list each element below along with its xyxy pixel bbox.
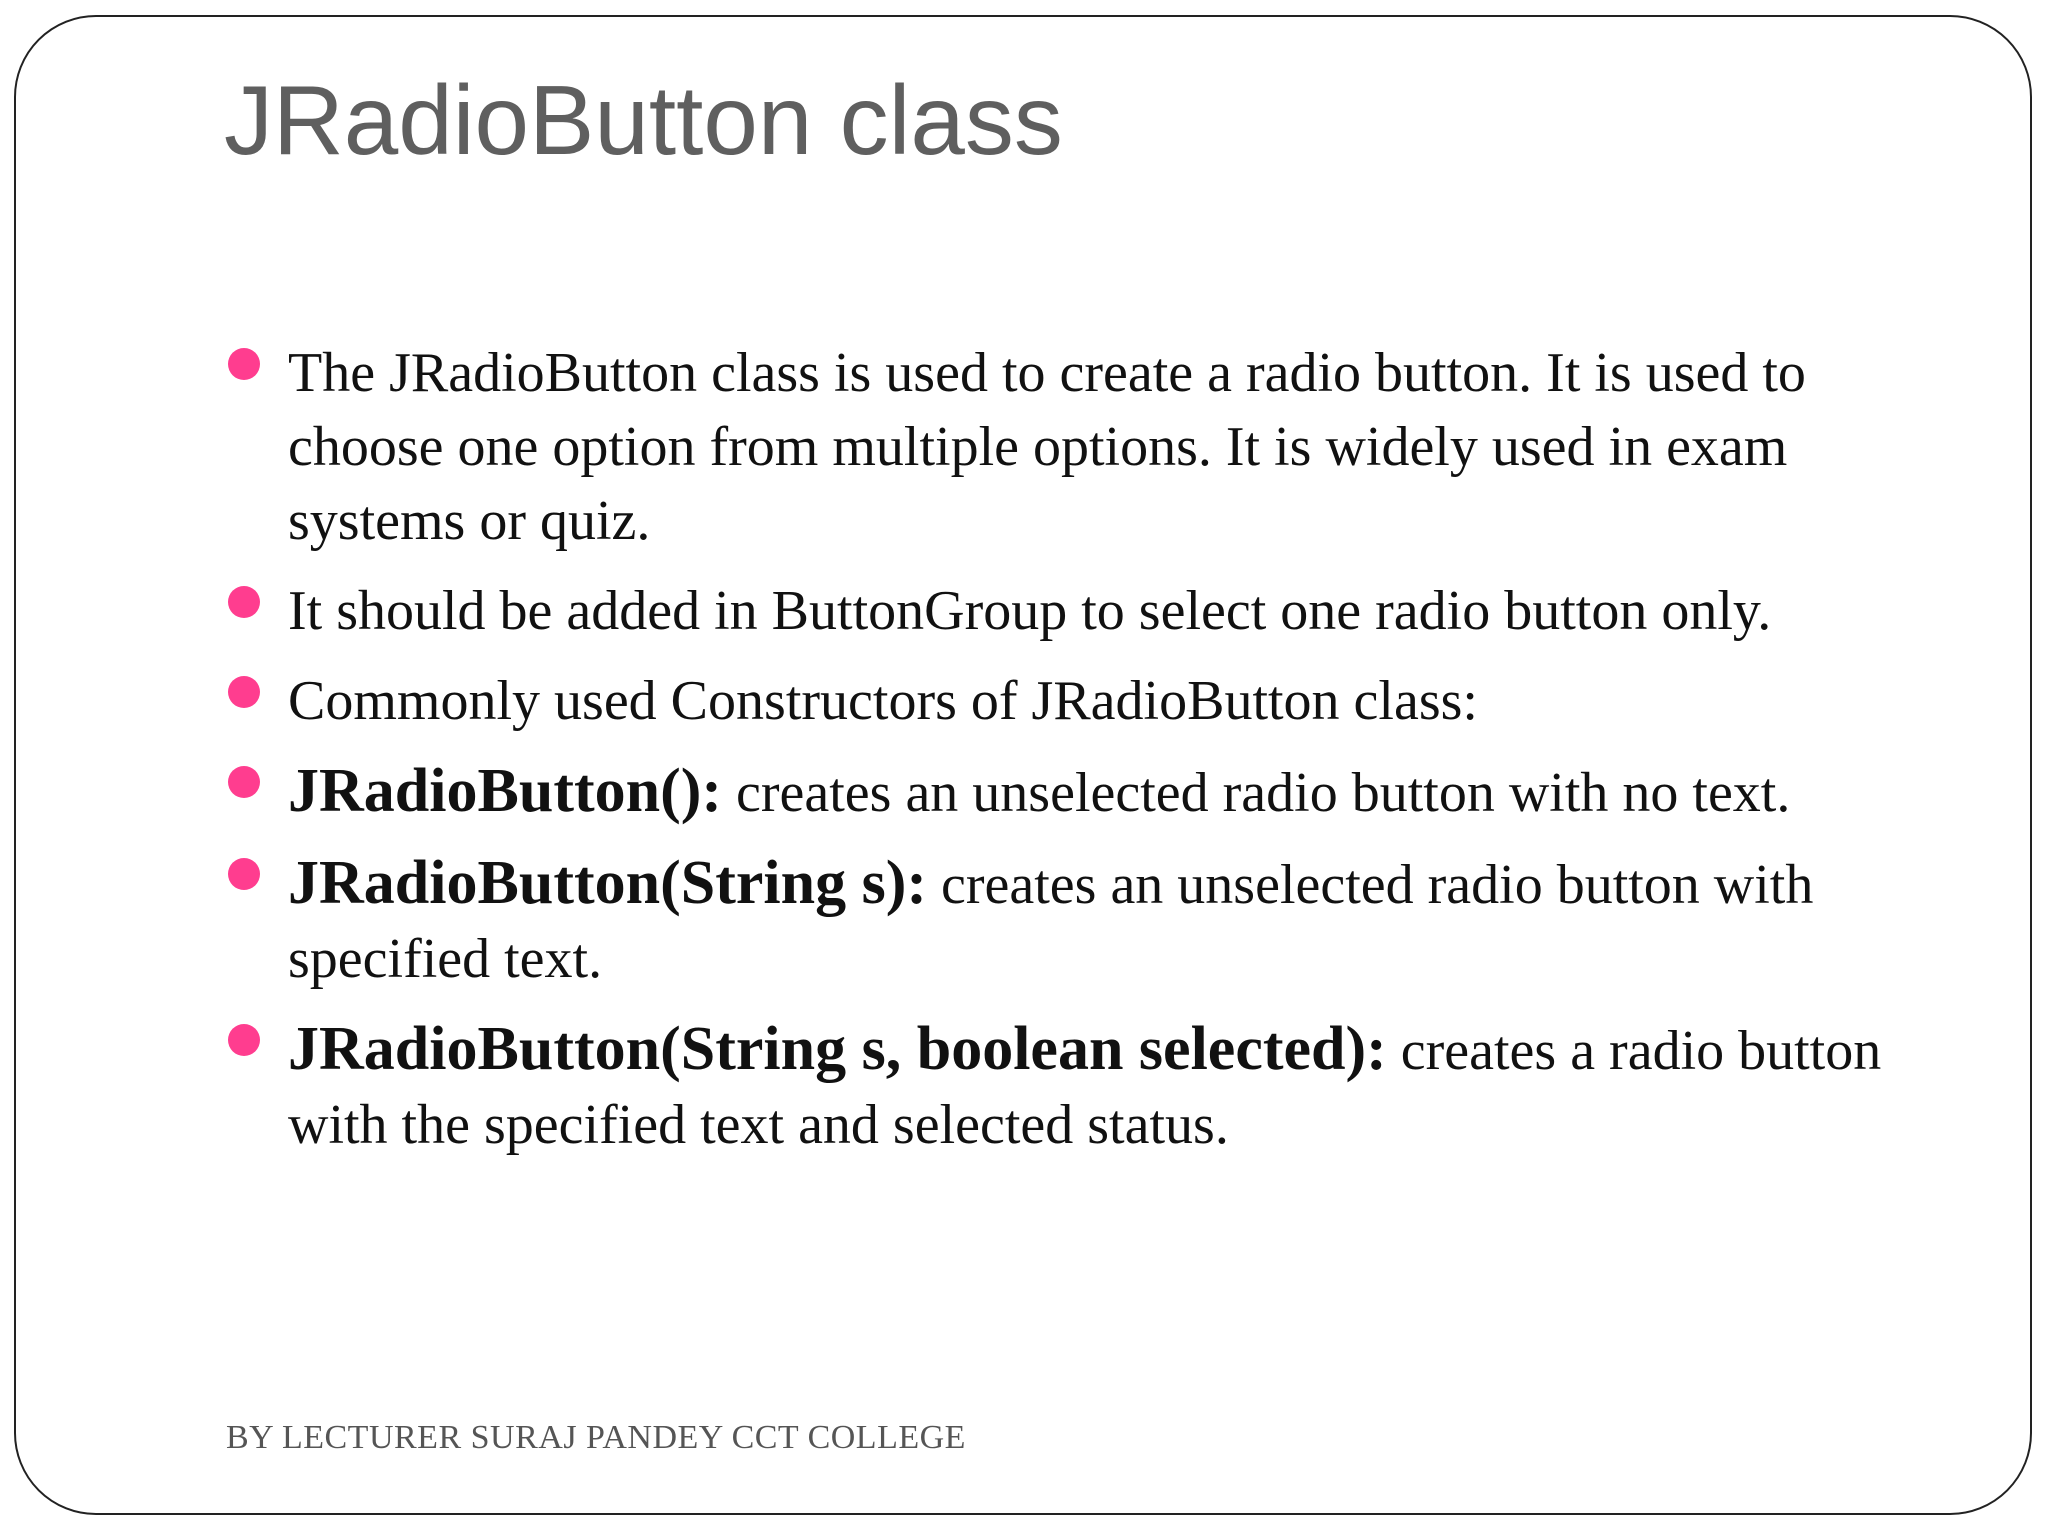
- bullet-item: [228, 336, 1908, 558]
- bullet-text: creates an unselected radio button with no text.: [722, 762, 1791, 824]
- bullet-text: It should be added in ButtonGroup to select one radio button only.: [288, 580, 1772, 642]
- bullet-dot-icon: [228, 348, 260, 380]
- constructor-signature: JRadioButton(String s):: [288, 849, 928, 917]
- bullet-dot-icon: [228, 1024, 260, 1056]
- bullet-dot-icon: [228, 766, 260, 798]
- bullet-text: The JRadioButton class is used to create a radio button. It is used to choose one option from multiple options. It is widely used in exam systems or quiz.: [288, 342, 1806, 552]
- constructor-signature: JRadioButton(String s, boolean selected):: [288, 1015, 1387, 1083]
- bullet-dot-icon: [228, 586, 260, 618]
- slide-footer: BY LECTURER SURAJ PANDEY CCT COLLEGE: [226, 1419, 966, 1456]
- constructor-signature: JRadioButton():: [288, 757, 723, 825]
- bullet-item: [228, 754, 1908, 830]
- bullet-text: creates an unselected radio button with specified text.: [288, 854, 1814, 990]
- bullet-list: [228, 336, 1908, 1178]
- bullet-text: creates a radio button with the specified text and selected status.: [288, 1020, 1882, 1156]
- slide-title: JRadioButton class: [224, 65, 1063, 175]
- bullet-item: [228, 846, 1908, 996]
- bullet-dot-icon: [228, 858, 260, 890]
- bullet-item: [228, 664, 1908, 738]
- bullet-item: [228, 574, 1908, 648]
- bullet-text: Commonly used Constructors of JRadioButton class:: [288, 670, 1478, 732]
- bullet-dot-icon: [228, 676, 260, 708]
- bullet-item: [228, 1012, 1908, 1162]
